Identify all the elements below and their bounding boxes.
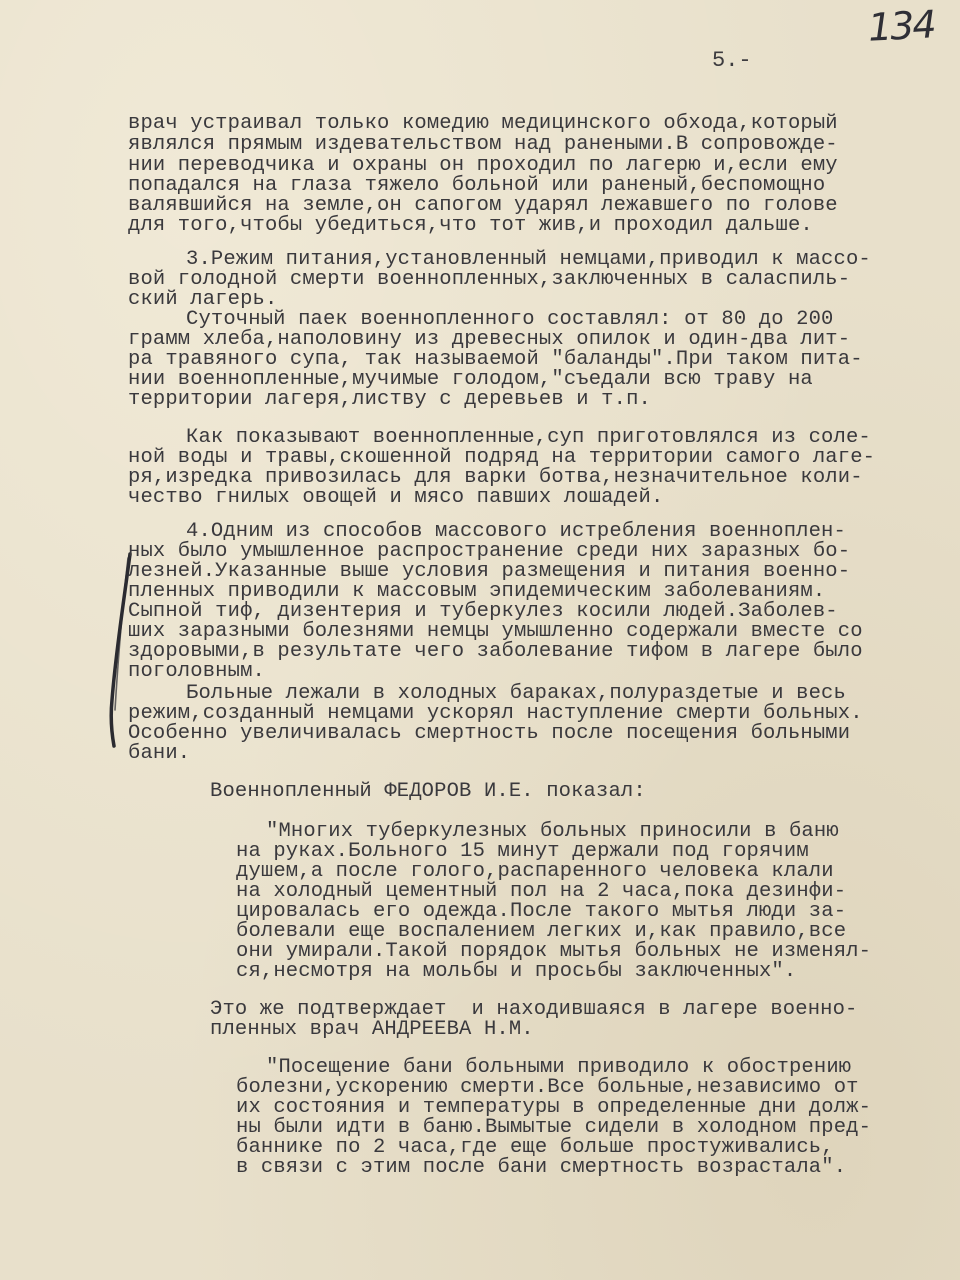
text-line: Суточный паек военнопленного составлял: от 80 до 200 [186, 308, 834, 331]
text-line: здоровыми,в результате чего заболевание тифом в лагере было [128, 640, 863, 663]
text-line: врач устраивал только комедию медицинского обхода,который [128, 112, 838, 135]
quote-line: ны были идти в баню.Вымытые сидели в холодном пред- [236, 1116, 872, 1139]
text-line: бани. [128, 742, 191, 765]
text-line: ных было умышленное распространение среди них заразных бо- [128, 540, 851, 563]
quote-line: цировалась его одежда.После такого мытья люди за- [236, 900, 847, 923]
quote-line: "Посещение бани больными приводило к обострению [266, 1056, 852, 1079]
quote-line: их состояния и температуры в определенные дни долж- [236, 1096, 872, 1119]
text-line: нии военнопленные,мучимые голодом,"съедали всю траву на [128, 368, 813, 391]
text-line: чество гнилых овощей и мясо павших лошадей. [128, 486, 664, 509]
text-line: ра травяного супа, так называемой "баланды".При таком пита- [128, 348, 863, 371]
text-line: пленных приводили к массовым эпидемическим заболеваниям. [128, 580, 826, 603]
quote-line: болезни,ускорению смерти.Все больные,независимо от [236, 1076, 859, 1099]
quote-line: на руках.Больного 15 минут держали под горячим [236, 840, 809, 863]
text-line: режим,созданный немцами ускорял наступление смерти больных. [128, 702, 863, 725]
quote-line: душем,а после голого,распаренного человека клали [236, 860, 834, 883]
text-line: Особенно увеличивалась смертность после посещения больными [128, 722, 851, 745]
quote-line: они умирали.Такой порядок мытья больных не изменял- [236, 940, 872, 963]
text-line: 3.Режим питания,установленный немцами,приводил к массо- [186, 248, 871, 271]
text-line: вой голодной смерти военнопленных,заключенных в саласпиль- [128, 268, 851, 291]
quote-line: баннике по 2 часа,где еще больше простуживались, [236, 1136, 834, 1159]
quote-line: болевали еще воспалением легких и,как правило,все [236, 920, 847, 943]
text-line: валявшийся на земле,он сапогом ударял лежавшего по голове [128, 194, 838, 217]
text-line: ших заразными болезнями немцы умышленно содержали вместе со [128, 620, 863, 643]
text-line: ной воды и травы,скошенной подряд на территории самого лаге- [128, 446, 876, 469]
quote-line: ся,несмотря на мольбы и просьбы заключенных". [236, 960, 797, 983]
page-number: 5.- [712, 48, 752, 73]
text-line: Военнопленный ФЕДОРОВ И.Е. показал: [210, 780, 646, 803]
text-line: грамм хлеба,наполовину из древесных опилок и один-два лит- [128, 328, 851, 351]
text-line: Это же подтверждает и находившаяся в лагере военно- [210, 998, 858, 1021]
text-line: Больные лежали в холодных бараках,полураздетые и весь [186, 682, 846, 705]
quote-line: в связи с этим после бани смертность возрастала". [236, 1156, 847, 1179]
text-line: пленных врач АНДРЕЕВА Н.М. [210, 1018, 534, 1041]
text-line: для того,чтобы убедиться,что тот жив,и проходил дальше. [128, 214, 813, 237]
archive-folio-number: 134 [866, 2, 936, 50]
text-line: ский лагерь. [128, 288, 278, 311]
text-line: попадался на глаза тяжело больной или раненый,беспомощно [128, 174, 826, 197]
text-line: нии переводчика и охраны он проходил по лагерю и,если ему [128, 154, 838, 177]
text-line: 4.Одним из способов массового истребления военноплен- [186, 520, 846, 543]
text-line: ря,изредка привозилась для варки ботва,незначительное коли- [128, 466, 863, 489]
text-line: территории лагеря,листву с деревьев и т.п. [128, 388, 651, 411]
text-line: лезней.Указанные выше условия размещения и питания военно- [128, 560, 851, 583]
quote-line: на холодный цементный пол на 2 часа,пока дезинфи- [236, 880, 847, 903]
quote-line: "Многих туберкулезных больных приносили в баню [266, 820, 839, 843]
text-line: являлся прямым издевательством над ранеными.В сопровожде- [128, 133, 838, 156]
text-line: поголовным. [128, 660, 265, 683]
text-line: Сыпной тиф, дизентерия и туберкулез косили людей.Заболев- [128, 600, 838, 623]
text-line: Как показывают военнопленные,суп приготовлялся из соле- [186, 426, 871, 449]
